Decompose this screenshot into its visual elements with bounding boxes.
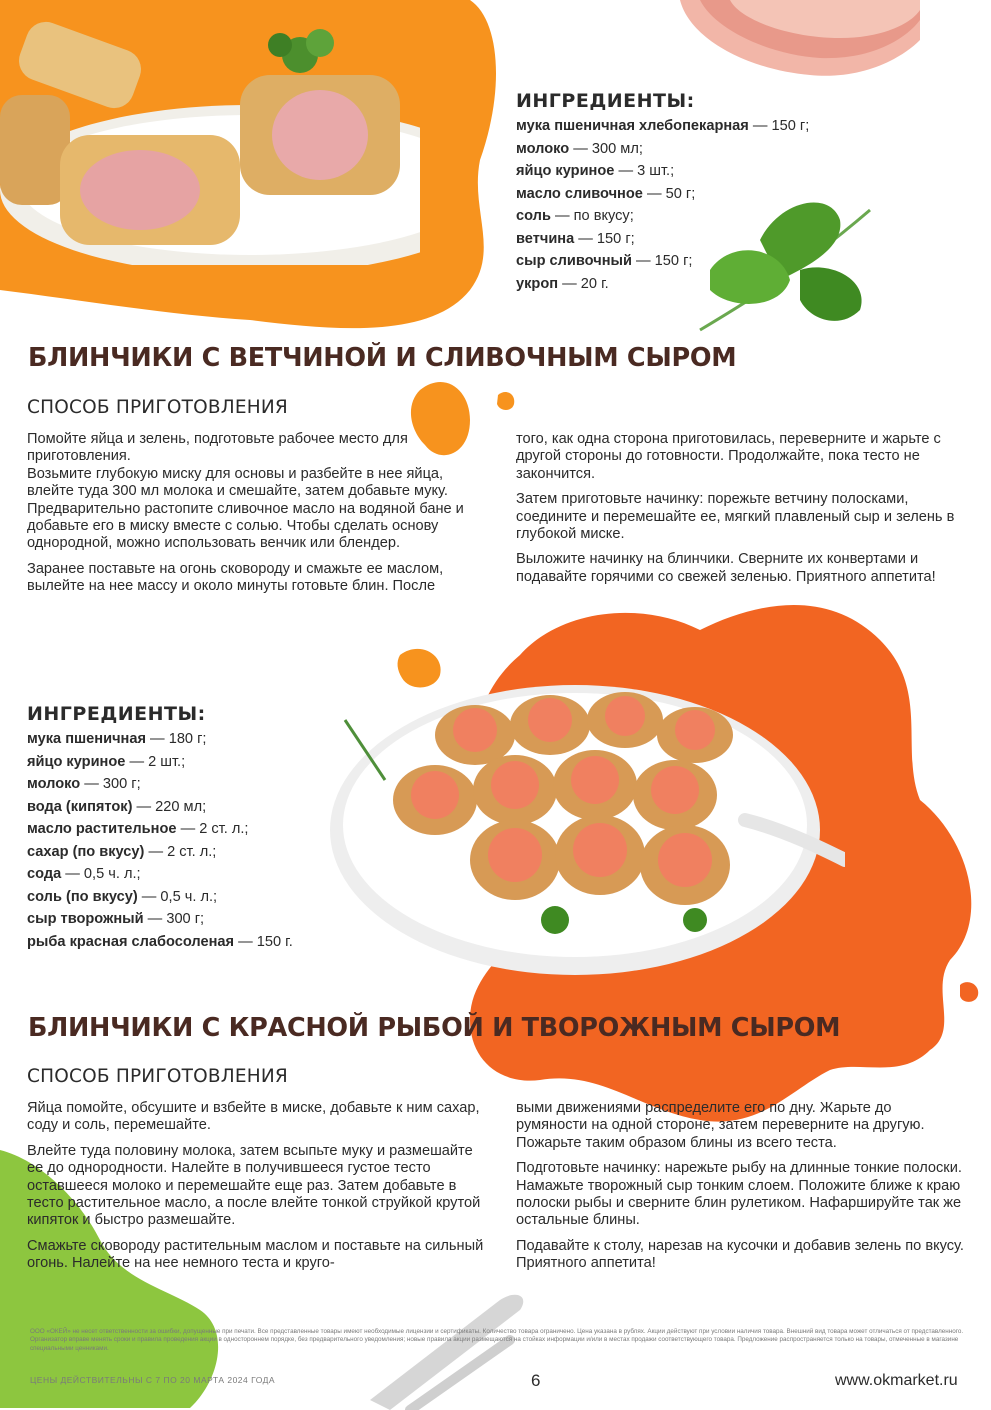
ingredient-item (27, 796, 293, 819)
ingredient-item (27, 751, 293, 774)
method-paragraph: Подавайте к столу, нарезав на кусочки и добавив зелень по вкусу. Приятного аппетита! (516, 1237, 964, 1272)
ingredient-name: сыр сливочный (516, 253, 632, 269)
ingredient-item (27, 773, 293, 796)
method-paragraph: Выложите начинку на блинчики. Сверните их конвертами и подавайте горячими со свежей зеленью. Приятного аппетита! (516, 551, 936, 585)
ingredient-item (516, 138, 809, 161)
ingredient-item (516, 183, 809, 206)
ingredient-item (27, 818, 293, 841)
ingredient-name: мука пшеничная хлебопекарная (516, 118, 749, 134)
ingredient-name: масло растительное (27, 821, 177, 837)
ingredient-name: сода (27, 866, 62, 882)
ingredient-item (516, 228, 809, 251)
recipe1-title: БЛИНЧИКИ С ВЕТЧИНОЙ И СЛИВОЧНЫМ СЫРОМ (28, 343, 737, 373)
method-paragraph: выми движениями распределите его по дну. Жарьте до румяности на одной стороне, затем переверните на другую. Пожарьте таким образом блины из всего теста. (516, 1100, 925, 1151)
ingredient-amount: — 20 г. (558, 275, 609, 292)
ingredient-item (27, 931, 293, 954)
ham-pancakes-photo (0, 15, 420, 265)
method-paragraph: Смажьте сковороду растительным маслом и поставьте на сильный огонь. Налейте на нее немного теста и круго- (27, 1237, 484, 1272)
page-number: 6 (531, 1371, 541, 1390)
ingredient-amount: — 150 г; (748, 118, 810, 134)
ingredient-amount: — 2 шт.; (125, 753, 186, 770)
ingredient-name: укроп (516, 275, 559, 292)
method-paragraph: Заранее поставьте на огонь сковороду и смажьте ее маслом, вылейте на нее массу и около минуты готовьте блин. После (27, 560, 444, 595)
method-paragraph: Яйца помойте, обсушите и взбейте в миске, добавьте к ним сахар, соду и соль, перемешайте. (27, 1100, 480, 1134)
ingredient-amount: — 220 мл; (132, 798, 207, 815)
ingredient-amount: — 150 г; (631, 253, 693, 269)
recipe2-method-title: СПОСОБ ПРИГОТОВЛЕНИЯ (27, 1066, 288, 1087)
method-paragraph: Затем приготовьте начинку: порежьте ветчину полосками, соедините и перемешайте ее, мягкий плавленый сыр и зелень в глубокой миске. (516, 491, 955, 543)
recipe2-ingredients-title: ИНГРЕДИЕНТЫ: (27, 703, 206, 725)
ingredient-name: сахар (по вкусу) (27, 843, 145, 860)
ingredient-item (27, 863, 293, 886)
ingredient-amount: — 300 г; (80, 776, 141, 792)
website-link[interactable]: www.okmarket.ru (835, 1372, 958, 1389)
ingredient-amount: — 150 г; (574, 230, 635, 247)
ingredient-amount: — 150 г. (234, 933, 293, 950)
ingredient-item (516, 205, 809, 228)
ingredient-amount: — 300 мл; (569, 140, 643, 157)
validity-dates: ЦЕНЫ ДЕЙСТВИТЕЛЬНЫ С 7 ПО 20 МАРТА 2024 ГОДА (30, 1375, 276, 1385)
ingredient-item (27, 886, 293, 909)
ingredient-amount: — 50 г; (642, 185, 696, 202)
recipe1-method-left (27, 431, 492, 604)
salmon-rolls-photo (325, 680, 845, 980)
ingredient-name: соль (516, 208, 551, 224)
ham-slices-image (660, 0, 920, 100)
ingredient-amount: — 2 ст. л.; (144, 843, 217, 860)
recipe2-ingredients-list (27, 728, 293, 953)
recipe1-method-right (516, 431, 961, 594)
recipe2-method-right (516, 1100, 966, 1281)
recipe1-method-title: СПОСОБ ПРИГОТОВЛЕНИЯ (27, 397, 288, 418)
orange-drop-small (497, 392, 514, 410)
method-paragraph: Подготовьте начинку: нарежьте рыбу на длинные тонкие полоски. Намажьте творожный сыр тонким слоем. Положите ближе к краю полоски рыбы и сверните блин рулетиком. Нафаршируйте так же остальные блины. (516, 1160, 962, 1229)
ingredient-name: молоко (516, 140, 570, 157)
method-paragraph: того, как одна сторона приготовилась, переверните и жарьте с другой стороны до готовности. Продолжайте, пока тесто не закончится. (516, 431, 941, 482)
ingredient-amount: — 300 г; (143, 911, 205, 927)
recipe1-ingredients-list (516, 115, 809, 295)
ingredient-name: молоко (27, 776, 81, 792)
recipe2-title: БЛИНЧИКИ С КРАСНОЙ РЫБОЙ И ТВОРОЖНЫМ СЫРОМ (28, 1013, 841, 1043)
method-paragraph: Влейте туда половину молока, затем всыпьте муку и размешайте ее до однородности. Налейте в получившееся густое тесто оставшееся молоко и перемешайте еще раз. Затем добавьте в тесто растительное масло, а после влейте тонкой струйкой крутой кипяток и быстро размешайте. (27, 1142, 481, 1229)
ingredient-name: яйцо куриное (27, 753, 126, 770)
ingredient-name: рыба красная слабосоленая (27, 933, 235, 950)
ingredient-amount: — по вкусу; (550, 208, 634, 224)
ingredient-name: сыр творожный (27, 911, 144, 927)
orange-drop-right (960, 982, 978, 1002)
ingredient-amount: — 2 ст. л.; (176, 821, 249, 837)
ingredient-amount: — 0,5 ч. л.; (137, 888, 218, 905)
ingredient-name: яйцо куриное (516, 163, 615, 179)
ingredient-item (516, 273, 809, 296)
ingredient-amount: — 0,5 ч. л.; (61, 866, 141, 882)
ingredient-item (516, 250, 809, 273)
ingredient-name: ветчина (516, 230, 575, 247)
ingredient-name: масло сливочное (516, 185, 643, 202)
ingredient-item (27, 728, 293, 751)
ingredient-item (516, 160, 809, 183)
ingredient-item (516, 115, 809, 138)
ingredient-amount: — 3 шт.; (614, 163, 675, 179)
ingredient-amount: — 180 г; (146, 731, 207, 747)
recipe2-method-left (27, 1100, 492, 1281)
ingredient-name: вода (кипяток) (27, 798, 133, 815)
recipe1-ingredients-title: ИНГРЕДИЕНТЫ: (516, 90, 695, 112)
ingredient-item (27, 841, 293, 864)
ingredient-name: соль (по вкусу) (27, 888, 138, 905)
legal-disclaimer: ООО «ОКЕЙ» не несет ответственности за ошибки, допущенные при печати. Все представленные товары имеют необходимые лицензии и сертификаты. Количество товара ограничено. Цена указана в рублях. Акции действуют при условии наличия товара. Внешний вид товара может отличаться от представленного. Организатор вправе менять сроки и правила проведения акции в одностороннем порядке, без предварительного уведомления; новые правила акции размещаются на стойках информации и/или в местах продажи соответствующего товара. Предложение распространяется только на товары, отмеченные в магазине специальными ценниками. (30, 1328, 964, 1352)
method-paragraph: Помойте яйца и зелень, подготовьте рабочее место для приготовления. Возьмите глубокую миску для основы и разбейте в нее яйца, влейте туда 300 мл молока и смешайте, затем добавьте муку. Предварительно растопите сливочное масло на водяной бане и добавьте его в миску вместе с солью. Чтобы сделать основу однородной, можно использовать венчик или блендер. (27, 431, 464, 552)
ingredient-name: мука пшеничная (27, 731, 146, 747)
ingredient-item (27, 908, 293, 931)
